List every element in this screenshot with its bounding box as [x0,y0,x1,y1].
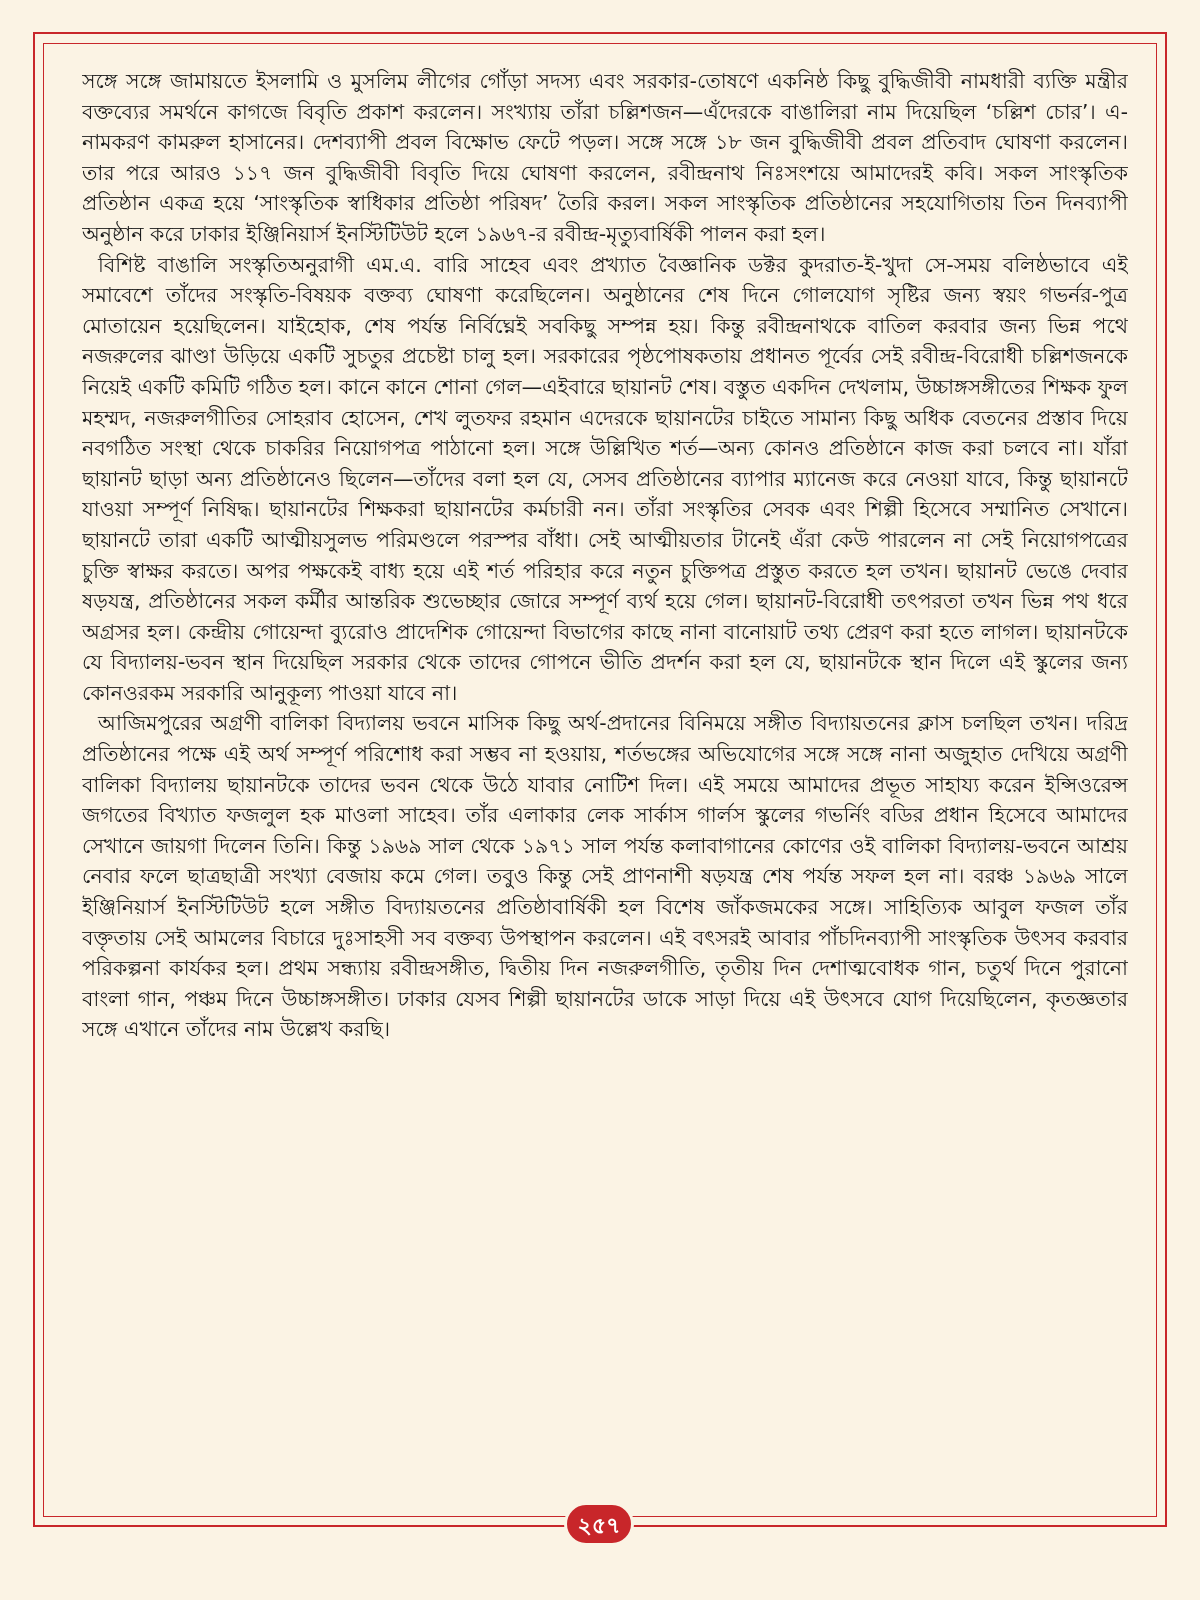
body-text [82,66,1128,1506]
page-number: ২৫৭ [564,1502,634,1546]
paragraph-3: আজিমপুরের অগ্রণী বালিকা বিদ্যালয় ভবনে মাসিক কিছু অর্থ-প্রদানের বিনিময়ে সঙ্গীত বিদ্যায়তনের ক্লাস চলছিল তখন। দরিদ্র প্রতিষ্ঠানের পক্ষে এই অর্থ সম্পূর্ণ পরিশোধ করা সম্ভব না হওয়ায়, শর্তভঙ্গের অভিযোগের সঙ্গে সঙ্গে নানা অজুহাত দেখিয়ে অগ্রণী বালিকা বিদ্যালয় ছায়ানটকে তাদের ভবন থেকে উঠে যাবার নোটিশ দিল। এই সময়ে আমাদের প্রভূত সাহায্য করেন ইন্সিওরেন্স জগতের বিখ্যাত ফজলুল হক মাওলা সাহেব। তাঁর এলাকার লেক সার্কাস গার্লস স্কুলের গভর্নিং বডির প্রধান হিসেবে আমাদের সেখানে জায়গা দিলেন তিনি। কিন্তু ১৯৬৯ সাল থেকে ১৯৭১ সাল পর্যন্ত কলাবাগানের কোণের ওই বালিকা বিদ্যালয়-ভবনে আশ্রয় নেবার ফলে ছাত্রছাত্রী সংখ্যা বেজায় কমে গেল। তবুও কিন্তু সেই প্রাণনাশী ষড়যন্ত্র শেষ পর্যন্ত সফল হল না। বরঞ্চ ১৯৬৯ সালে ইঞ্জিনিয়ার্স ইনস্টিটিউট হলে সঙ্গীত বিদ্যায়তনের প্রতিষ্ঠাবার্ষিকী হল বিশেষ জাঁকজমকের সঙ্গে। সাহিত্যিক আবুল ফজল তাঁর বক্তৃতায় সেই আমলের বিচারে দুঃসাহসী সব বক্তব্য উপস্থাপন করলেন। এই বৎসরই আবার পাঁচদিনব্যাপী সাংস্কৃতিক উৎসব করবার পরিকল্পনা কার্যকর হল। প্রথম সন্ধ্যায় রবীন্দ্রসঙ্গীত, দ্বিতীয় দিন নজরুলগীতি, তৃতীয় দিন দেশাত্মবোধক গান, চতুর্থ দিনে পুরানো বাংলা গান, পঞ্চম দিনে উচ্চাঙ্গসঙ্গীত। ঢাকার যেসব শিল্পী ছায়ানটের ডাকে সাড়া দিয়ে এই উৎসবে যোগ দিয়েছিলেন, কৃতজ্ঞতার সঙ্গে এখানে তাঁদের নাম উল্লেখ করছি। [82,711,1128,1042]
paragraph-1: সঙ্গে সঙ্গে জামায়তে ইসলামি ও মুসলিম লীগের গোঁড়া সদস্য এবং সরকার-তোষণে একনিষ্ঠ কিছু বুদ্ধিজীবী নামধারী ব্যক্তি মন্ত্রীর বক্তব্যের সমর্থনে কাগজে বিবৃতি প্রকাশ করলেন। সংখ্যায় তাঁরা চল্লিশজন—এঁদেরকে বাঙালিরা নাম দিয়েছিল ‘চল্লিশ চোর’। এ-নামকরণ কামরুল হাসানের। দেশব্যাপী প্রবল বিক্ষোভ ফেটে পড়ল। সঙ্গে সঙ্গে ১৮ জন বুদ্ধিজীবী প্রবল প্রতিবাদ ঘোষণা করলেন। তার পরে আরও ১১৭ জন বুদ্ধিজীবী বিবৃতি দিয়ে ঘোষণা করলেন, রবীন্দ্রনাথ নিঃসংশয়ে আমাদেরই কবি। সকল সাংস্কৃতিক প্রতিষ্ঠান একত্র হয়ে ‘সাংস্কৃতিক স্বাধিকার প্রতিষ্ঠা পরিষদ’ তৈরি করল। সকল সাংস্কৃতিক প্রতিষ্ঠানের সহযোগিতায় তিন দিনব্যাপী অনুষ্ঠান করে ঢাকার ইঞ্জিনিয়ার্স ইনস্টিটিউট হলে ১৯৬৭-র রবীন্দ্র-মৃত্যুবার্ষিকী পালন করা হল। [82,69,1128,246]
paragraph-2: বিশিষ্ট বাঙালি সংস্কৃতিঅনুরাগী এম.এ. বারি সাহেব এবং প্রখ্যাত বৈজ্ঞানিক ডক্টর কুদরাত-ই-খুদা সে-সময় বলিষ্ঠভাবে এই সমাবেশে তাঁদের সংস্কৃতি-বিষয়ক বক্তব্য ঘোষণা করেছিলেন। অনুষ্ঠানের শেষ দিনে গোলযোগ সৃষ্টির জন্য স্বয়ং গভর্নর-পুত্র মোতায়েন হয়েছিলেন। যাইহোক, শেষ পর্যন্ত নির্বিঘ্নেই সবকিছু সম্পন্ন হয়। কিন্তু রবীন্দ্রনাথকে বাতিল করবার জন্য ভিন্ন পথে নজরুলের ঝাণ্ডা উড়িয়ে একটি সুচতুর প্রচেষ্টা চালু হল। সরকারের পৃষ্ঠপোষকতায় প্রধানত পূর্বের সেই রবীন্দ্র-বিরোধী চল্লিশজনকে নিয়েই একটি কমিটি গঠিত হল। কানে কানে শোনা গেল—এইবারে ছায়ানট শেষ। বস্তুত একদিন দেখলাম, উচ্চাঙ্গসঙ্গীতের শিক্ষক ফুল মহম্মদ, নজরুলগীতির সোহরাব হোসেন, শেখ লুতফর রহমান এদেরকে ছায়ানটের চাইতে সামান্য কিছু অধিক বেতনের প্রস্তাব দিয়ে নবগঠিত সংস্থা থেকে চাকরির নিয়োগপত্র পাঠানো হল। সঙ্গে উল্লিখিত শর্ত—অন্য কোনও প্রতিষ্ঠানে কাজ করা চলবে না। যাঁরা ছায়ানট ছাড়া অন্য প্রতিষ্ঠানেও ছিলেন—তাঁদের বলা হল যে, সেসব প্রতিষ্ঠানের ব্যাপার ম্যানেজ করে নেওয়া যাবে, কিন্তু ছায়ানটে যাওয়া সম্পূর্ণ নিষিদ্ধ। ছায়ানটের শিক্ষকরা ছায়ানটের কর্মচারী নন। তাঁরা সংস্কৃতির সেবক এবং শিল্পী হিসেবে সম্মানিত সেখানে। ছায়ানটে তারা একটি আত্মীয়সুলভ পরিমণ্ডলে পরস্পর বাঁধা। সেই আত্মীয়তার টানেই এঁরা কেউ পারলেন না সেই নিয়োগপত্রের চুক্তি স্বাক্ষর করতে। অপর পক্ষকেই বাধ্য হয়ে এই শর্ত পরিহার করে নতুন চুক্তিপত্র প্রস্তুত করতে হল তখন। ছায়ানট ভেঙে দেবার ষড়যন্ত্র, প্রতিষ্ঠানের সকল কর্মীর আন্তরিক শুভেচ্ছার জোরে সম্পূর্ণ ব্যর্থ হয়ে গেল। ছায়ানট-বিরোধী তৎপরতা তখন ভিন্ন পথ ধরে অগ্রসর হল। কেন্দ্রীয় গোয়েন্দা ব্যুরোও প্রাদেশিক গোয়েন্দা বিভাগের কাছে নানা বানোয়াট তথ্য প্রেরণ করা হতে লাগল। ছায়ানটকে যে বিদ্যালয়-ভবন স্থান দিয়েছিল সরকার থেকে তাদের গোপনে ভীতি প্রদর্শন করা হল যে, ছায়ানটকে স্থান দিলে এই স্কুলের জন্য কোনওরকম সরকারি আনুকূল্য পাওয়া যাবে না। [82,252,1128,705]
